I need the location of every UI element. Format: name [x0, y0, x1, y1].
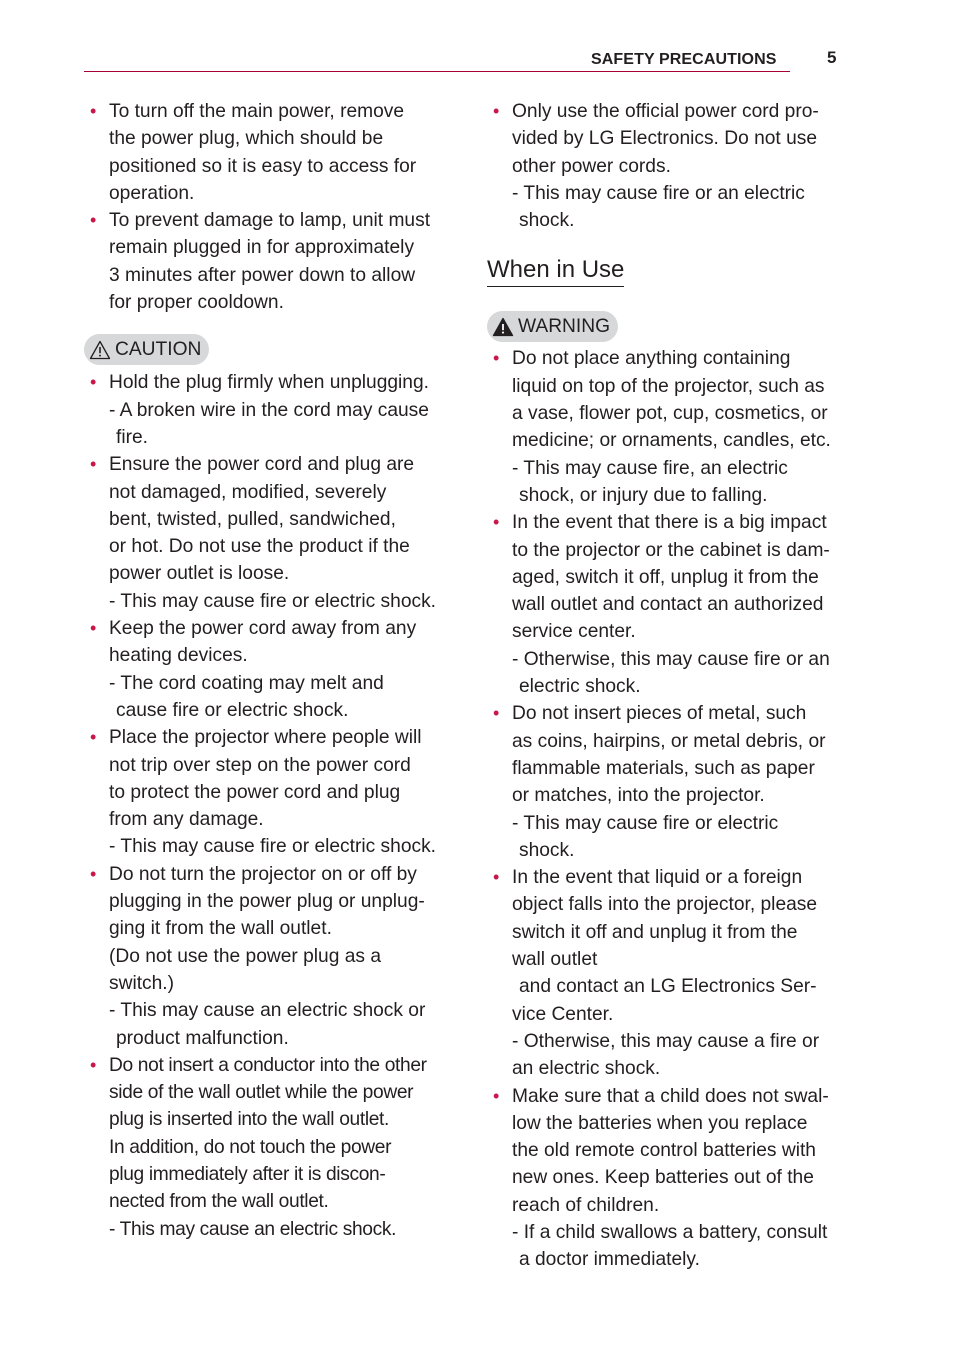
text-line: - This may cause fire or electric shock.	[109, 590, 437, 612]
bullet-item	[84, 369, 444, 451]
text-line: bent, twisted, pulled, sandwiched,	[109, 508, 396, 530]
warning-list	[487, 345, 847, 1273]
caution-label: CAUTION	[115, 338, 202, 360]
text-line: - This may cause fire or electric	[512, 812, 779, 834]
text-line: not damaged, modified, severely	[109, 481, 387, 503]
text-line: To turn off the main power, remove	[109, 101, 405, 122]
text-line: ging it from the wall outlet.	[109, 918, 332, 940]
bullet-item	[84, 451, 444, 615]
bullet-item	[487, 98, 847, 234]
bullet-icon: •	[493, 703, 500, 724]
bullet-icon: •	[493, 1085, 500, 1106]
right-top-list	[487, 98, 847, 234]
text-line: plug immediately after it is discon-	[109, 1163, 386, 1185]
text-line: aged, switch it off, unplug it from the	[512, 566, 819, 588]
text-line: cause fire or electric shock.	[116, 699, 349, 721]
caution-list	[84, 369, 444, 1243]
text-line: vice Center.	[512, 1003, 614, 1025]
text-line: or matches, into the projector.	[512, 785, 765, 807]
bullet-icon: •	[90, 454, 97, 475]
text-line: side of the wall outlet while the power	[109, 1082, 414, 1104]
section-title: SAFETY PRECAUTIONS	[591, 51, 777, 68]
text-line: In the event that there is a big impact	[512, 512, 827, 534]
text-line: a doctor immediately.	[519, 1249, 700, 1271]
bullet-icon: •	[493, 101, 500, 121]
text-line: an electric shock.	[512, 1058, 661, 1080]
text-line: - The cord coating may melt and	[109, 672, 384, 694]
text-line: product malfunction.	[116, 1027, 289, 1049]
bullet-icon: •	[493, 348, 500, 369]
bullet-icon: •	[90, 618, 97, 639]
text-line: 3 minutes after power down to allow	[109, 264, 416, 286]
text-line: positioned so it is easy to access for	[109, 155, 417, 177]
text-line: fire.	[116, 426, 148, 448]
text-line: reach of children.	[512, 1194, 660, 1216]
text-line: vided by LG Electronics. Do not use	[512, 128, 818, 150]
text-line: switch it off and unplug it from the	[512, 921, 798, 943]
text-line: - Otherwise, this may cause a fire or	[512, 1030, 820, 1052]
bullet-item	[487, 1083, 847, 1274]
text-line: and contact an LG Electronics Ser-	[519, 976, 817, 998]
text-line: nected from the wall outlet.	[109, 1191, 329, 1213]
text-line: - If a child swallows a battery, consult	[512, 1221, 828, 1243]
text-line: - A broken wire in the cord may cause	[109, 399, 429, 421]
text-line: Only use the official power cord pro-	[512, 101, 819, 122]
caution-triangle-icon	[89, 340, 111, 360]
bullet-item	[84, 861, 444, 1052]
text-line: - This may cause fire or electric shock.	[109, 836, 437, 858]
bullet-icon: •	[90, 1054, 97, 1075]
text-line: a vase, flower pot, cup, cosmetics, or	[512, 403, 828, 425]
bullet-icon: •	[90, 210, 97, 231]
text-line: shock, or injury due to falling.	[519, 484, 768, 506]
text-line: - This may cause fire or an electric	[512, 182, 805, 204]
text-line: liquid on top of the projector, such as	[512, 375, 825, 397]
right-column	[487, 98, 847, 1274]
bullet-icon: •	[90, 372, 97, 393]
bullet-item	[84, 724, 444, 860]
text-line: - This may cause an electric shock or	[109, 1000, 426, 1022]
bullet-icon: •	[90, 863, 97, 884]
text-line: low the batteries when you replace	[512, 1112, 808, 1134]
text-line: not trip over step on the power cord	[109, 754, 411, 776]
text-line: Ensure the power cord and plug are	[109, 454, 415, 476]
text-line: shock.	[519, 210, 575, 232]
text-line: In the event that liquid or a foreign	[512, 867, 803, 889]
text-line: heating devices.	[109, 645, 248, 667]
text-line: plugging in the power plug or unplug-	[109, 891, 425, 913]
page-number: 5	[827, 48, 837, 67]
bullet-item	[487, 700, 847, 864]
text-line: the old remote control batteries with	[512, 1140, 816, 1162]
text-line: operation.	[109, 182, 195, 204]
header-rule	[84, 71, 790, 72]
text-line: Do not insert a conductor into the other	[109, 1054, 427, 1076]
bullet-item	[84, 207, 444, 316]
text-line: to the projector or the cabinet is dam-	[512, 539, 830, 561]
text-line: to protect the power cord and plug	[109, 781, 401, 803]
text-line: Keep the power cord away from any	[109, 618, 417, 640]
text-line: shock.	[519, 839, 575, 861]
text-line: remain plugged in for approximately	[109, 237, 415, 259]
text-line: new ones. Keep batteries out of the	[512, 1167, 814, 1189]
text-line: other power cords.	[512, 155, 671, 177]
text-line: - This may cause an electric shock.	[109, 1218, 397, 1240]
text-line: from any damage.	[109, 809, 264, 831]
bullet-item	[487, 509, 847, 700]
warning-triangle-icon	[492, 317, 514, 337]
text-line: wall outlet and contact an authorized	[512, 594, 824, 616]
text-line: medicine; or ornaments, candles, etc.	[512, 430, 831, 452]
bullet-item	[84, 615, 444, 724]
text-line: or hot. Do not use the product if the	[109, 536, 410, 558]
text-line: Make sure that a child does not swal-	[512, 1085, 829, 1107]
text-line: Do not turn the projector on or off by	[109, 863, 417, 885]
bullet-item	[84, 1052, 444, 1243]
warning-badge	[487, 311, 618, 342]
bullet-icon: •	[493, 867, 500, 888]
left-column	[84, 98, 444, 1243]
text-line: service center.	[512, 621, 636, 643]
text-line: power outlet is loose.	[109, 563, 290, 585]
text-line: electric shock.	[519, 676, 641, 698]
text-line: In addition, do not touch the power	[109, 1136, 392, 1158]
text-line: - Otherwise, this may cause fire or an	[512, 648, 830, 670]
text-line: (Do not use the power plug as a	[109, 945, 381, 967]
bullet-icon: •	[90, 101, 97, 121]
text-line: flammable materials, such as paper	[512, 757, 815, 779]
bullet-icon: •	[90, 727, 97, 748]
text-line: wall outlet	[512, 949, 598, 971]
left-top-list	[84, 98, 444, 316]
warning-label: WARNING	[518, 315, 611, 337]
text-line: for proper cooldown.	[109, 292, 284, 314]
bullet-item	[487, 345, 847, 509]
text-line: Hold the plug firmly when unplugging.	[109, 372, 429, 394]
text-line: Do not insert pieces of metal, such	[512, 703, 807, 725]
text-line: Place the projector where people will	[109, 727, 422, 749]
bullet-icon: •	[493, 512, 500, 533]
text-line: as coins, hairpins, or metal debris, or	[512, 730, 826, 752]
bullet-item	[84, 98, 444, 207]
text-line: To prevent damage to lamp, unit must	[109, 210, 431, 232]
caution-badge	[84, 334, 209, 365]
section-heading: When in Use	[487, 255, 624, 287]
text-line: the power plug, which should be	[109, 128, 384, 150]
text-line: Do not place anything containing	[512, 348, 791, 370]
bullet-item	[487, 864, 847, 1082]
text-line: object falls into the projector, please	[512, 894, 818, 916]
text-line: switch.)	[109, 972, 175, 994]
text-line: plug is inserted into the wall outlet.	[109, 1109, 390, 1131]
text-line: - This may cause fire, an electric	[512, 457, 788, 479]
